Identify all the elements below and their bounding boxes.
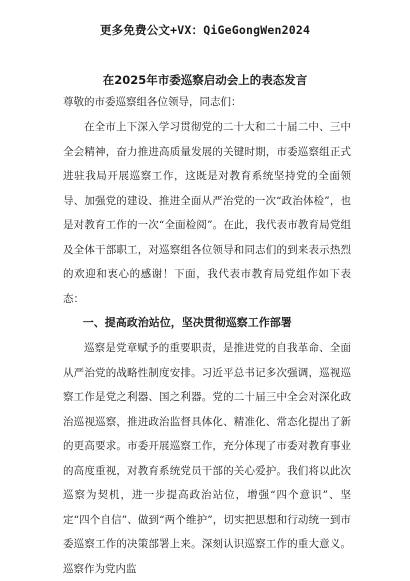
salutation: 尊敬的市委巡察组各位领导，同志们： [63, 96, 242, 108]
section-heading: 一、提高政治站位，坚决贯彻巡察工作部署 [82, 316, 292, 329]
document-title: 在2025年市委巡察启动会上的表态发言 [102, 73, 308, 87]
section-body [63, 336, 351, 581]
promo-banner: 更多免费公文+VX：QiGeGongWen2024 [99, 23, 311, 37]
section-paragraph: 巡察是党章赋予的重要职责，是推进党的自我革命、全面从严治党的战略性制度安排。习近平总书记多次强调，巡视巡察工作是党之利器、国之利器。党的二十届三中全会对深化政治巡视巡察，推进政治监督具体化、精准化、常态化提出了新的更高要求。市委开展巡察工作，充分体现了市委对教育事业的高度重视，对教育系统党员干部的关心爱护。我们将以此次巡察为契机，进一步提高政治站位，增强“四个意识”、坚定“四个自信”、做到“两个维护”，切实把思想和行动统一到市委巡察工作的决策部署上来。深刻认识巡察工作的重大意义。巡察作为党内监 [63, 342, 351, 575]
intro-block [63, 115, 351, 311]
intro-paragraph: 在全市上下深入学习贯彻党的二十大和二十届二中、三中全会精神，奋力推进高质量发展的关键时期，市委巡察组正式进驻我局开展巡察工作，这既是对教育系统坚持党的全面领导、加强党的建设、推进全面从严治党的一次“政治体检”，也是对教育工作的一次“全面检阅”。在此，我代表市教育局党组及全体干部职工，对巡察组各位领导和同志们的到来表示热烈的欢迎和衷心的感谢！下面，我代表市教育局党组作如下表态： [63, 121, 351, 305]
